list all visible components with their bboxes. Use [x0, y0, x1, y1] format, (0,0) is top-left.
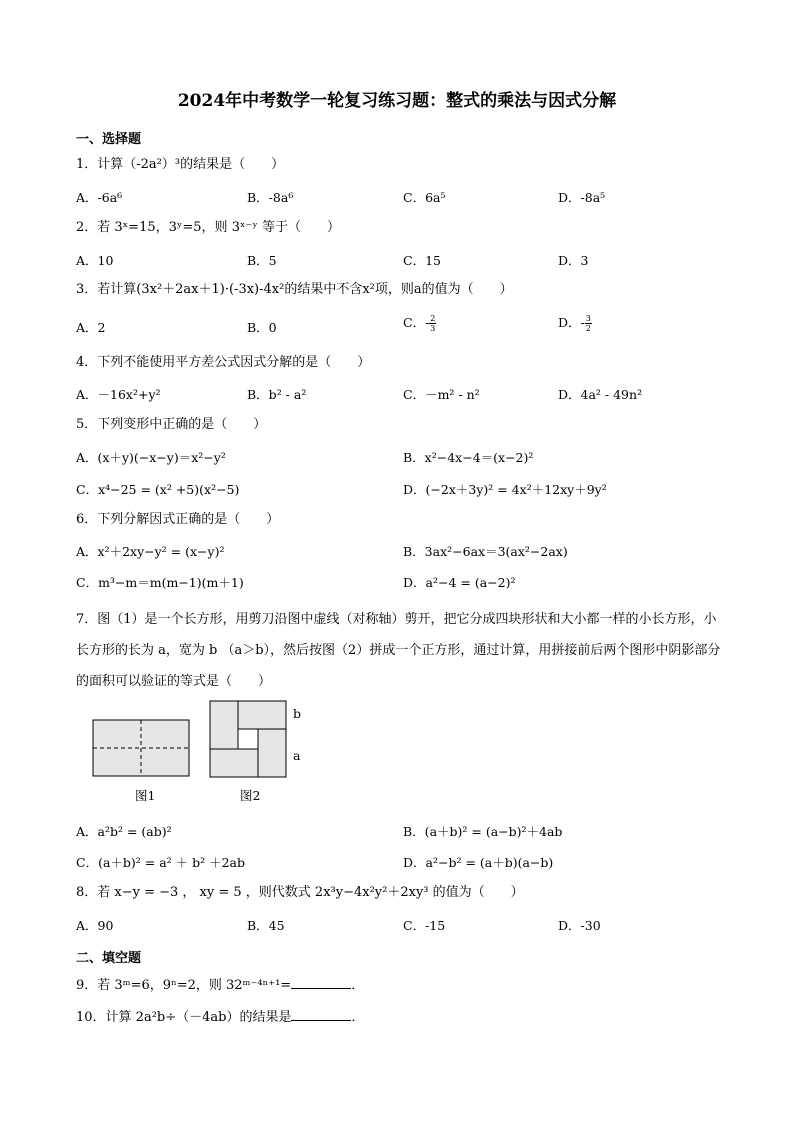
q3-option-d [558, 313, 592, 333]
fig2-strip-left [210, 701, 238, 749]
fig2-strip-bottom [210, 749, 258, 777]
q5-option-a: A．(x＋y)(−x−y)＝x²−y² [76, 450, 226, 465]
q10-answer-blank[interactable] [291, 1009, 351, 1021]
question-5: 5．下列变形中正确的是（ ） [76, 417, 267, 432]
question-10 [76, 1009, 726, 1027]
fig2-center-square [238, 729, 258, 749]
q3-option-c-prefix: C．- [403, 315, 430, 330]
fig2-label-a: a [293, 748, 301, 763]
q9-end-punct: ． [351, 978, 365, 993]
fig2-caption: 图2 [240, 788, 261, 803]
q10-end-punct: ． [351, 1010, 365, 1025]
q8-option-b: B．45 [247, 918, 285, 933]
q1-option-b: B．-8a⁶ [247, 190, 294, 205]
q3-option-c [403, 313, 436, 333]
q8-option-c: C．-15 [403, 918, 446, 933]
q3-option-a: A．2 [76, 320, 106, 335]
q8-option-d: D．-30 [558, 918, 601, 933]
q6-option-c: C．m³−m＝m(m−1)(m＋1) [76, 575, 244, 590]
fig2-strip-right [258, 729, 286, 777]
fig1-caption: 图1 [135, 788, 156, 803]
question-8: 8．若 x−y = −3 ， xy = 5 ，则代数式 2x³y−4x²y²＋2xy³ 的值为（ ） [76, 885, 524, 900]
q1-option-a: A．-6a⁶ [76, 190, 123, 205]
fraction-denominator: 2 [585, 324, 591, 333]
question-7: 7．图（1）是一个长方形，用剪刀沿图中虚线（对称轴）剪开，把它分成四块形状和大小都一样的小长方形，小长方形的长为 a，宽为 b （a＞b），然后按图（2）拼成一个正方形，通过计算，用拼接前后两个图形中阴影部分的面积可以验证的等式是（ ） [76, 612, 721, 689]
fraction-numerator: 2 [430, 314, 436, 323]
question-4: 4．下列不能使用平方差公式因式分解的是（ ） [76, 355, 371, 370]
q2-option-a: A．10 [76, 253, 114, 268]
q10-stem: 10．计算 2a²b÷（－4ab）的结果是 [76, 1010, 292, 1025]
q3-option-c-fraction [429, 314, 436, 333]
q9-stem: 9．若 3ᵐ=6，9ⁿ=2，则 32ᵐ⁻⁴ⁿ⁺¹= [76, 978, 292, 993]
q7-figures [90, 698, 330, 803]
q1-option-d: D．-8a⁵ [558, 190, 606, 205]
q3-option-d-prefix: D．- [558, 315, 585, 330]
q7-option-b: B．(a＋b)² = (a−b)²＋4ab [403, 824, 563, 839]
q4-option-d: D．4a² - 49n² [558, 387, 643, 402]
q2-option-c: C．15 [403, 253, 441, 268]
page-title: 2024年中考数学一轮复习练习题：整式的乘法与因式分解 [177, 91, 617, 111]
q2-option-b: B．5 [247, 253, 277, 268]
fraction-denominator: 3 [430, 324, 436, 333]
q1-option-c: C．6a⁵ [403, 190, 446, 205]
q7-option-a: A．a²b² = (ab)² [76, 824, 172, 839]
question-3: 3．若计算(3x²＋2ax＋1)·(-3x)-4x²的结果中不含x²项，则a的值为（ ） [76, 282, 513, 297]
q4-option-a: A．－16x²+y² [76, 387, 161, 402]
question-9 [76, 977, 726, 995]
q7-option-d: D．a²−b² = (a＋b)(a−b) [403, 855, 554, 870]
q9-answer-blank[interactable] [291, 977, 351, 989]
q3-option-b: B．0 [247, 320, 277, 335]
section-heading-choice: 一、选择题 [76, 132, 142, 147]
q3-option-d-fraction [585, 314, 592, 333]
fig2-label-b: b [293, 706, 302, 721]
q2-option-d: D．3 [558, 253, 589, 268]
question-6: 6．下列分解因式正确的是（ ） [76, 512, 280, 527]
q5-option-b: B．x²−4x−4＝(x−2)² [403, 450, 534, 465]
fraction-numerator: 3 [585, 314, 591, 323]
q4-option-b: B．b² - a² [247, 387, 307, 402]
q8-option-a: A．90 [76, 918, 114, 933]
question-2: 2．若 3ˣ=15，3ʸ=5，则 3ˣ⁻ʸ 等于（ ） [76, 220, 340, 235]
q6-option-a: A．x²＋2xy−y² = (x−y)² [76, 544, 225, 559]
question-1: 1．计算（-2a²）³的结果是（ ） [76, 157, 285, 172]
section-heading-fill: 二、填空题 [76, 951, 142, 966]
q7-option-c: C．(a＋b)² = a² ＋ b² ＋2ab [76, 855, 246, 870]
q6-option-d: D．a²−4 = (a−2)² [403, 575, 516, 590]
q5-option-c: C．x⁴−25 = (x² +5)(x²−5) [76, 482, 240, 497]
q4-option-c: C．－m² - n² [403, 387, 480, 402]
fig2-strip-top [238, 701, 286, 729]
q6-option-b: B．3ax²−6ax＝3(ax²−2ax) [403, 544, 568, 559]
q5-option-d: D．(−2x＋3y)² = 4x²＋12xy＋9y² [403, 482, 607, 497]
